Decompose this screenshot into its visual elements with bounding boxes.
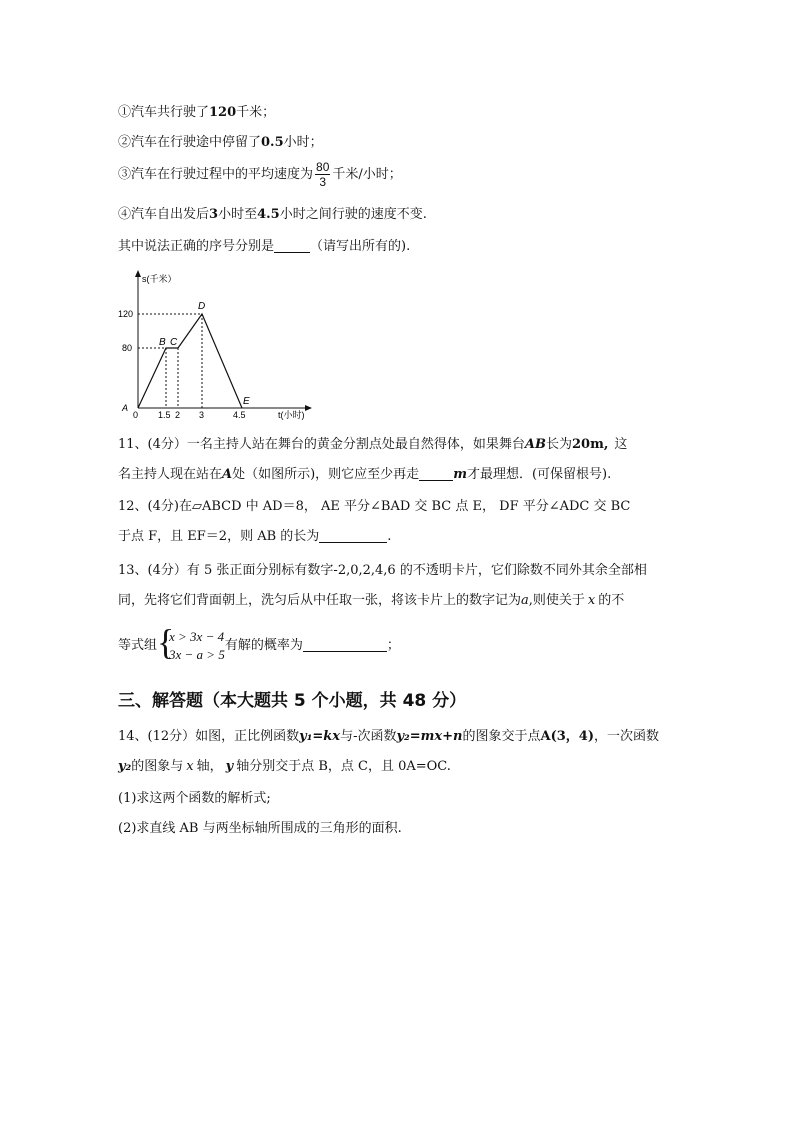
q13-answer-blank[interactable] — [303, 637, 387, 652]
point-E-label: E — [243, 396, 250, 407]
y-axis-arrow — [135, 270, 141, 277]
q11-line1: 11、(4分）一名主持人站在舞台的黄金分割点处最自然得体，如果舞台AB长为20m, 这 — [118, 437, 628, 452]
q11-answer-blank[interactable] — [419, 466, 453, 481]
q14-part1: (1)求这两个函数的解析式; — [118, 791, 271, 806]
q12-line1: 12、(4分)在▱ABCD 中 AD＝8， AE 平分∠BAD 交 BC 点 E， DF 平分∠ADC 交 BC — [118, 499, 631, 514]
x-tick-1.5: 1.5 — [158, 410, 171, 420]
statement-1: ①汽车共行驶了120千米； — [118, 105, 276, 120]
fraction-80-over-3: $\frac{80}{3}$ — [316, 160, 330, 189]
point-D-label: D — [198, 301, 206, 312]
statement-3: ③汽车在行驶过程中的平均速度为 $\frac{80}{3}$ 千米/小时； — [118, 160, 402, 189]
origin-label: 0 — [133, 410, 139, 420]
q13-line2: 同，先将它们背面朝上，洗匀后从中任取一张，将该卡片上的数字记为a,则使关于 x 的不 — [118, 593, 625, 608]
q12-line2: 于点 F，且 EF＝2，则 AB 的长为 . — [118, 529, 392, 544]
point-A-label: A — [122, 403, 129, 413]
q13-line3: 等式组 { x > 3x − 4 3x − a > 5 有解的概率为 ； — [118, 621, 400, 662]
graph-line — [138, 314, 242, 408]
distance-time-graph — [118, 268, 318, 420]
x-axis-label: t(小时) — [278, 410, 305, 420]
y-tick-80: 80 — [122, 343, 133, 353]
q13-line1: 13、(4分）有 5 张正面分别标有数字-2,0,2,4,6 的不透明卡片，它们除数不同外其余全部相 — [118, 563, 647, 578]
inequality-system: { x > 3x − 4 3x − a > 5 — [157, 621, 225, 662]
section-heading: 三、解答题（本大题共 5 个小题，共 48 分） — [118, 691, 467, 711]
y-axis-label: s(千米） — [142, 274, 177, 284]
point-B-label: B — [159, 337, 166, 348]
x-tick-2: 2 — [175, 410, 181, 420]
q14-line2: y₂的图象与 x 轴， y 轴分别交于点 B，点 C，且 0A=OC. — [118, 759, 451, 774]
statement-4: ④汽车自出发后3小时至4.5小时之间行驶的速度不变. — [118, 207, 427, 222]
answer-blank[interactable] — [274, 238, 310, 253]
q10-answer-prompt: 其中说法正确的序号分别是 （请写出所有的). — [118, 239, 411, 254]
q14-part2: (2)求直线 AB 与两坐标轴所围成的三角形的面积. — [118, 821, 402, 836]
x-tick-4.5: 4.5 — [233, 410, 246, 420]
q12-answer-blank[interactable] — [319, 528, 387, 543]
x-axis-arrow — [305, 405, 312, 411]
q11-line2: 名主持人现在站在A处（如图所示)，则它应至少再走 m才最理想．(可保留根号). — [118, 467, 612, 482]
statement-2: ②汽车在行驶途中停留了0.5小时； — [118, 135, 323, 150]
y-tick-120: 120 — [118, 309, 134, 319]
left-brace-icon: { — [157, 621, 175, 662]
q14-line1: 14、(12分）如图，正比例函数y₁=kx与-次函数y₂=mx+n的图象交于点A(3，4)，一次函数 — [118, 729, 659, 744]
point-C-label: C — [170, 337, 178, 348]
x-tick-3: 3 — [199, 410, 205, 420]
